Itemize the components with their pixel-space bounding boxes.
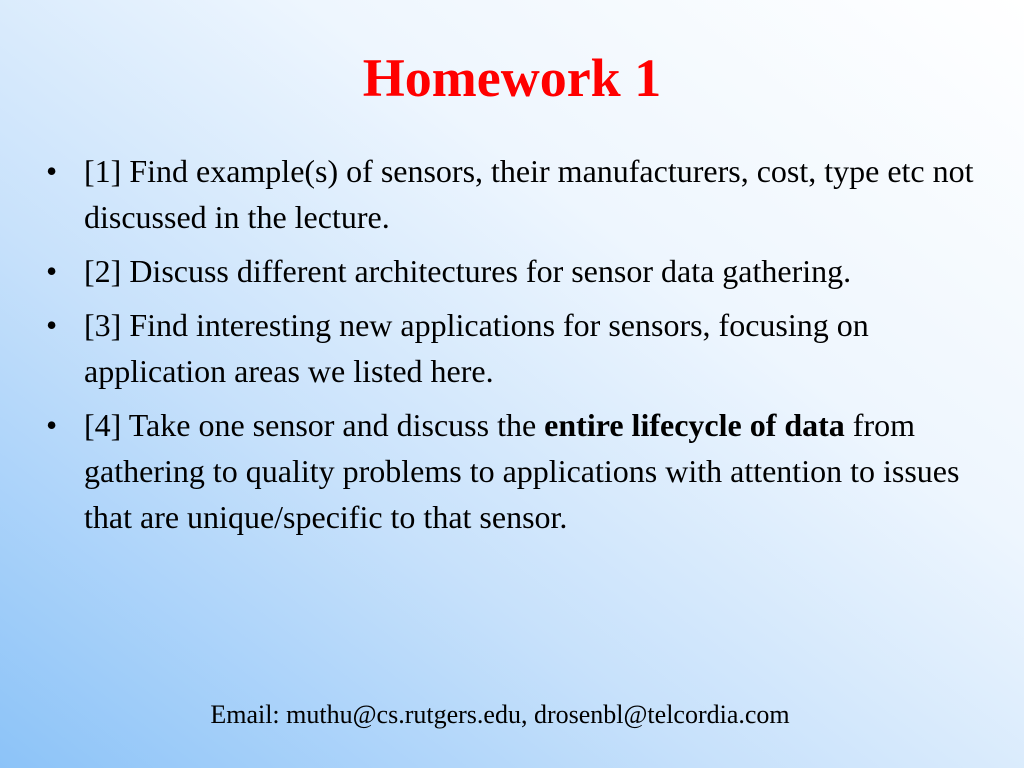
bullet-item-1: [40, 148, 990, 240]
bullet-text-4-emphasis: entire lifecycle of data: [544, 407, 845, 443]
bullet-text-1: [1] Find example(s) of sensors, their manufacturers, cost, type etc not discussed in the lecture.: [84, 153, 974, 235]
bullet-dot-icon: •: [46, 253, 58, 289]
bullet-dot-icon: •: [46, 407, 58, 443]
bullet-text-4-end: from gathering to quality problems to applications with attention to issues that are unique/specific to that sensor.: [84, 407, 960, 535]
bullet-text-4-start: [4] Take one sensor and discuss the: [84, 407, 545, 443]
bullet-dot-icon: •: [46, 153, 58, 189]
bullet-list: [40, 148, 990, 548]
bullet-item-4: [40, 402, 990, 540]
bullet-text-2: [2] Discuss different architectures for sensor data gathering.: [84, 253, 852, 289]
bullet-text-3: [3] Find interesting new applications for sensors, focusing on application areas we listed here.: [84, 307, 869, 389]
bullet-dot-icon: •: [46, 307, 58, 343]
bullet-item-2: [40, 248, 990, 294]
slide-title: Homework 1: [362, 48, 662, 108]
bullet-item-3: [40, 302, 990, 394]
footer-email: Email: muthu@cs.rutgers.edu, drosenbl@telcordia.com: [210, 700, 790, 729]
